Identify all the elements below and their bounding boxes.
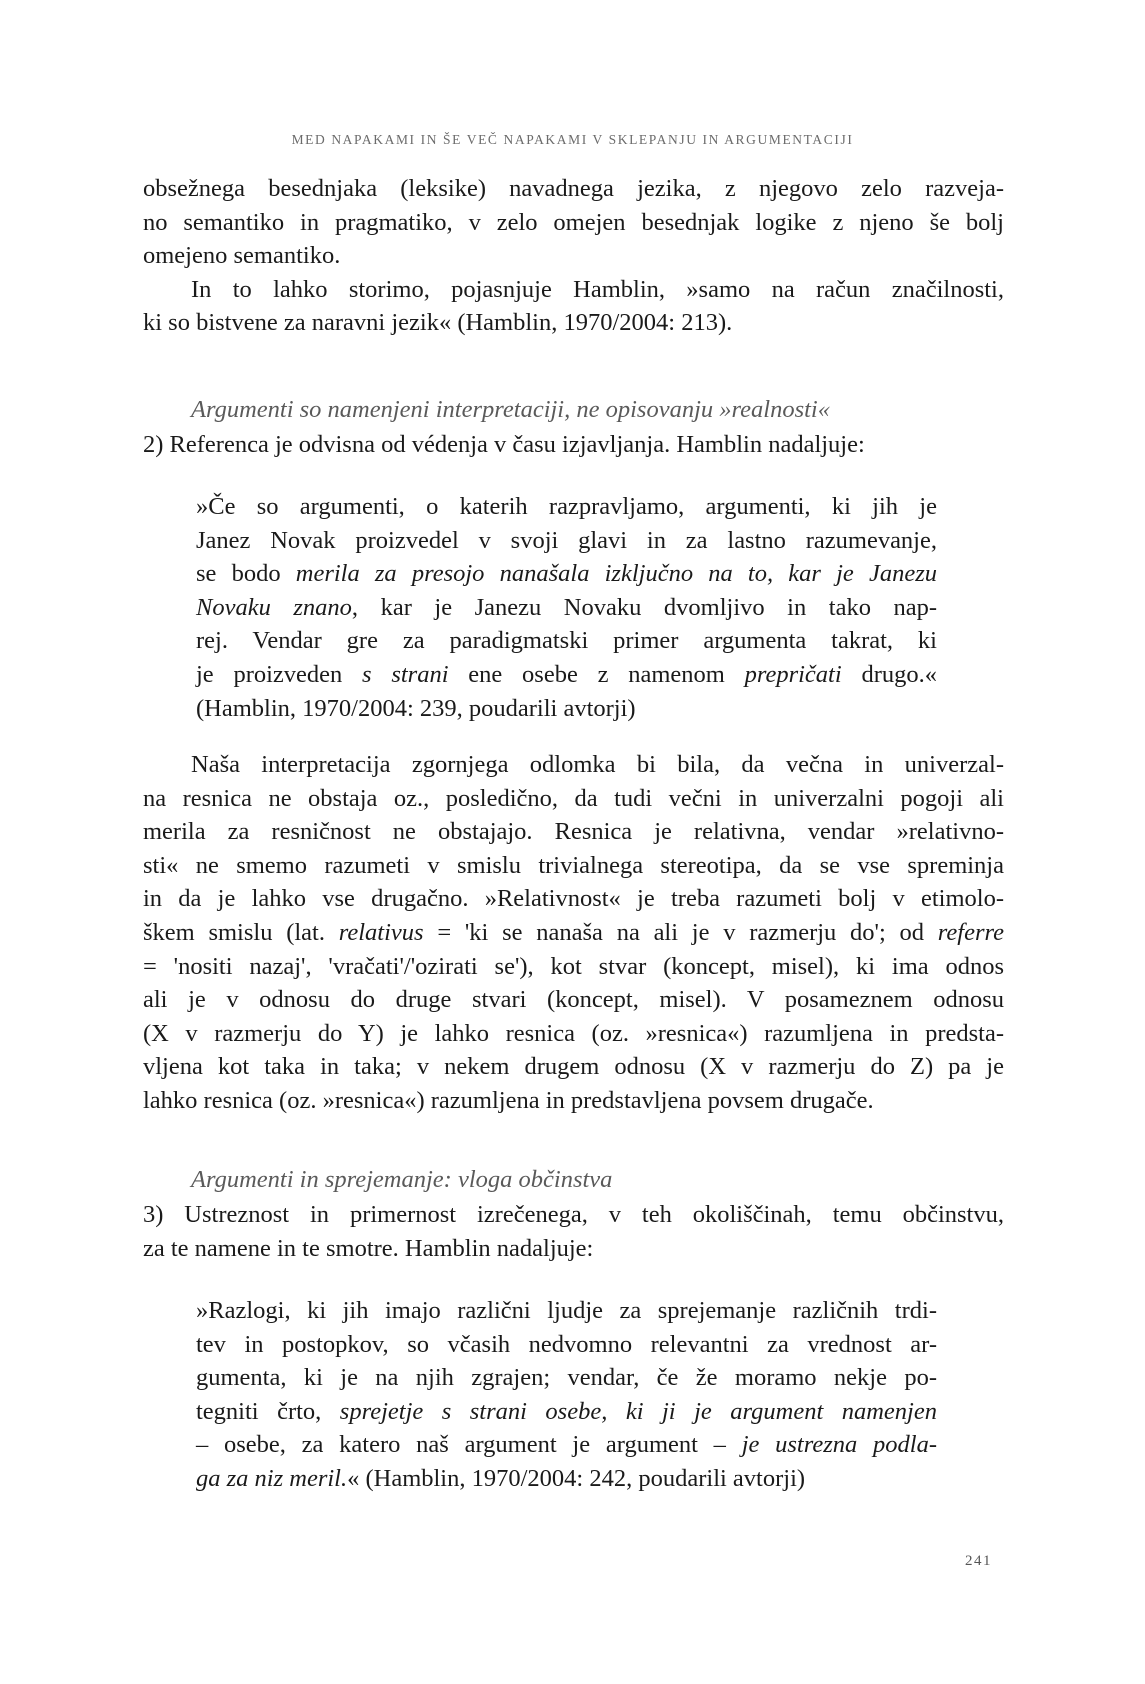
quote-citation: ga za niz meril.« (Hamblin, 1970/2004: 242, poudarili avtorji)	[196, 1464, 806, 1492]
section-heading: Argumenti in sprejemanje: vloga občinstva	[191, 1166, 613, 1193]
emphasis: ga za niz meril.	[196, 1464, 348, 1492]
emphasis: prepričati	[744, 660, 842, 688]
quote-line: »Če so argumenti, o katerih razpravljamo, argumenti, ki jih je	[196, 493, 937, 520]
text-line: ki so bistvene za naravni jezik« (Hamblin, 1970/2004: 213).	[143, 309, 733, 337]
quote-line: tegniti črto, sprejetje s strani osebe, ki ji je argument namenjen	[196, 1397, 937, 1425]
text-line: no semantiko in pragmatiko, v zelo omejen besednjak logike z njeno še bolj	[143, 208, 1004, 236]
paragraph-block-2	[143, 748, 1004, 1118]
quote-line: – osebe, za katero naš argument je argument – je ustrezna podla-	[196, 1431, 937, 1459]
quote-line: gumenta, ki je na njih zgrajen; vendar, če že moramo nekje po-	[196, 1364, 937, 1392]
section-intro: 2) Referenca je odvisna od védenja v času izjavljanja. Hamblin nadaljuje:	[143, 431, 865, 458]
section-2	[143, 392, 1004, 462]
quote-line: Novaku znano, kar je Janezu Novaku dvomljivo in tako nap-	[196, 593, 938, 621]
quote-line: Janez Novak proizvedel v svoji glavi in za lastno razumevanje,	[196, 526, 937, 554]
emphasis: referre	[937, 918, 1004, 946]
text-line: Naša interpretacija zgornjega odlomka bi bila, da večna in univerzal-	[191, 751, 1004, 778]
text-line: na resnica ne obstaja oz., posledično, da tudi večni in univerzalni pogoji ali	[143, 784, 1004, 812]
text-line: obsežnega besednjaka (leksike) navadnega jezika, z njegovo zelo razveja-	[143, 175, 1004, 202]
section-3	[143, 1162, 1004, 1265]
quote-line: se bodo merila za presojo nanašala izključno na to, kar je Janezu	[196, 560, 937, 588]
quote-line: je proizveden s strani ene osebe z namenom prepričati drugo.«	[196, 660, 937, 688]
text-line: ali je v odnosu do druge stvari (koncept, misel). V posameznem odnosu	[143, 986, 1004, 1014]
text-line: in da je lahko vse drugačno. »Relativnost« je treba razumeti bolj v etimolo-	[143, 885, 1004, 913]
emphasis: sprejetje s strani osebe, ki ji je argument namenjen	[339, 1397, 937, 1425]
quote-citation: (Hamblin, 1970/2004: 239, poudarili avtorji)	[196, 694, 636, 722]
text-line: = 'nositi nazaj', 'vračati'/'ozirati se'), kot stvar (koncept, misel), ki ima odnos	[143, 952, 1004, 980]
section-intro: 3) Ustreznost in primernost izrečenega, v teh okoliščinah, temu občinstvu,	[143, 1201, 1004, 1228]
text-line: (X v razmerju do Y) je lahko resnica (oz. »resnica«) razumljena in predsta-	[143, 1019, 1004, 1047]
emphasis: Novaku znano	[196, 593, 352, 621]
page-number: 241	[965, 1553, 992, 1569]
text-line: sti« ne smemo razumeti v smislu trivialnega stereotipa, da se vse spreminja	[143, 851, 1004, 879]
running-head: MED NAPAKAMI IN ŠE VEČ NAPAKAMI V SKLEPANJU IN ARGUMENTACIJI	[291, 132, 854, 147]
emphasis: relativus	[338, 918, 424, 946]
quote-line: rej. Vendar gre za paradigmatski primer argumenta takrat, ki	[196, 627, 937, 655]
emphasis: merila za presojo nanašala izključno na to, kar je Janezu	[295, 560, 937, 588]
text-line: lahko resnica (oz. »resnica«) razumljena in predstavljena povsem drugače.	[143, 1086, 874, 1114]
text-line: vljena kot taka in taka; v nekem drugem odnosu (X v razmerju do Z) pa je	[143, 1053, 1004, 1081]
block-quote-2	[196, 1294, 937, 1496]
text-line: In to lahko storimo, pojasnjuje Hamblin, »samo na račun značilnosti,	[191, 275, 1004, 303]
text-line: merila za resničnost ne obstajajo. Resnica je relativna, vendar »relativno-	[143, 818, 1004, 846]
section-heading: Argumenti so namenjeni interpretaciji, ne opisovanju »realnosti«	[191, 396, 830, 423]
paragraph-block-1	[143, 172, 1004, 340]
quote-line: »Razlogi, ki jih imajo različni ljudje za sprejemanje različnih trdi-	[196, 1297, 937, 1324]
emphasis: s strani	[362, 660, 449, 688]
section-intro: za te namene in te smotre. Hamblin nadaljuje:	[143, 1234, 594, 1262]
text-line: omejeno semantiko.	[143, 242, 341, 270]
block-quote-1	[196, 490, 937, 725]
text-line: škem smislu (lat. relativus = 'ki se nanaša na ali je v razmerju do'; od referre	[143, 918, 1004, 946]
quote-line: tev in postopkov, so včasih nedvomno relevantni za vrednost ar-	[196, 1330, 937, 1358]
emphasis: je ustrezna podla-	[741, 1431, 937, 1459]
